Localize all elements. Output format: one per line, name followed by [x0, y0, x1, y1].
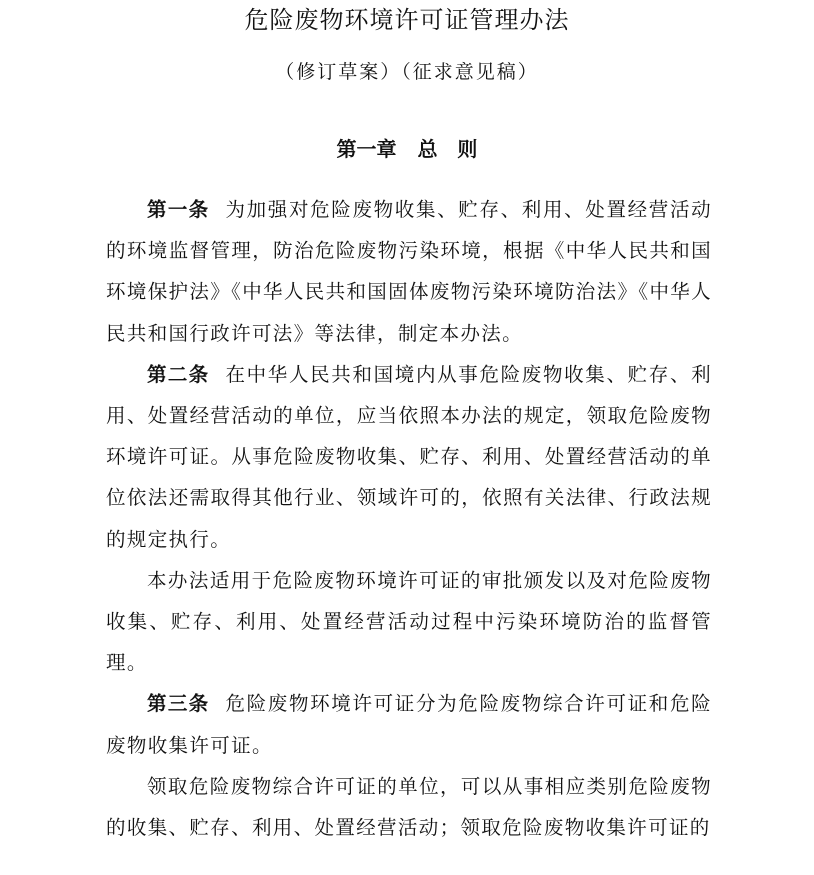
chapter-label: 第一章	[336, 137, 397, 161]
chapter-title: 总 则	[417, 137, 478, 161]
article-1-number: 第一条	[147, 198, 210, 221]
article-3-text: 危险废物环境许可证分为危险废物综合许可证和危险废物收集许可证。	[106, 692, 712, 757]
article-2	[106, 354, 712, 560]
article-1-text: 为加强对危险废物收集、贮存、利用、处置经营活动的环境监督管理，防治危险废物污染环境，根据《中华人民共和国环境保护法》《中华人民共和国固体废物污染环境防治法》《中华人民共和国行政许可法》等法律，制定本办法。	[106, 198, 713, 345]
article-3-paragraph-2: 领取危险废物综合许可证的单位，可以从事相应类别危险废物的收集、贮存、利用、处置经营活动；领取危险废物收集许可证的	[106, 774, 712, 840]
chapter-heading	[0, 133, 814, 165]
document-body	[106, 189, 712, 848]
document-subtitle: （修订草案）（征求意见稿）	[275, 61, 539, 83]
article-2-paragraph-2: 本办法适用于危险废物环境许可证的审批颁发以及对危险废物收集、贮存、利用、处置经营活动过程中污染环境防治的监督管理。	[106, 568, 712, 675]
article-1	[106, 189, 712, 354]
article-3	[106, 683, 712, 765]
article-3-number: 第三条	[147, 692, 210, 716]
document-title: 危险废物环境许可证管理办法	[244, 6, 570, 34]
article-2-text: 在中华人民共和国境内从事危险废物收集、贮存、利用、处置经营活动的单位，应当依照本办法的规定，领取危险废物环境许可证。从事危险废物收集、贮存、利用、处置经营活动的单位依法还需取得其他行业、领域许可的，依照有关法律、行政法规的规定执行。	[106, 362, 712, 551]
article-2-number: 第二条	[147, 362, 210, 386]
